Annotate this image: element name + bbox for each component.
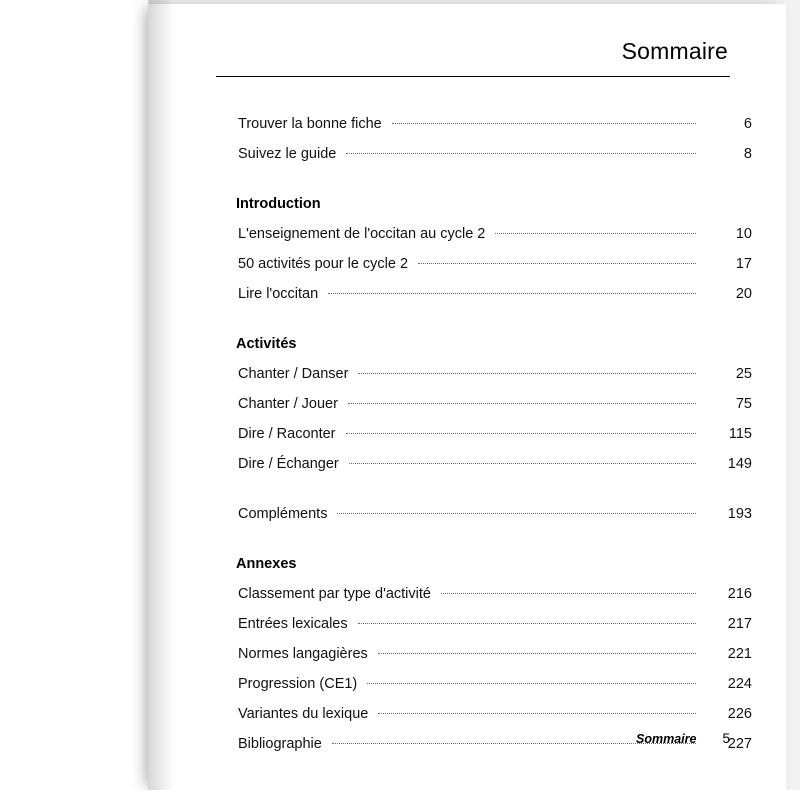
- toc-entry-label: Bibliographie: [238, 736, 322, 752]
- toc-entry[interactable]: [192, 146, 752, 176]
- toc-entry-page-number: 193: [727, 506, 752, 522]
- page-bottom-margin: [0, 790, 800, 800]
- toc-entry-label: Chanter / Danser: [238, 366, 349, 382]
- toc-entry-page-number: 115: [728, 426, 752, 442]
- toc-entry-label: Entrées lexicales: [238, 616, 348, 632]
- toc-entry[interactable]: [192, 116, 752, 146]
- toc-entry[interactable]: [192, 586, 752, 616]
- toc-entry-page-number: 221: [727, 646, 752, 662]
- toc-leader-dots: [337, 513, 696, 514]
- toc-leader-dots: [367, 683, 696, 684]
- page-title: Sommaire: [621, 38, 728, 64]
- toc-entry[interactable]: [192, 366, 752, 396]
- toc-entry-page-number: 226: [727, 706, 752, 722]
- toc-entry-label: Classement par type d'activité: [238, 586, 431, 602]
- toc-leader-dots: [378, 653, 696, 654]
- title-divider: [216, 76, 730, 77]
- toc-entry-page-number: 224: [727, 676, 752, 692]
- toc-entry-label: Dire / Échanger: [238, 456, 339, 472]
- toc-entry[interactable]: [192, 506, 752, 536]
- toc-section-heading: [192, 336, 752, 366]
- toc-spacer: [192, 486, 752, 506]
- toc-spacer: [192, 536, 752, 556]
- toc-entry[interactable]: [192, 286, 752, 316]
- toc-entry-label: Suivez le guide: [238, 146, 337, 162]
- toc-entry-page-number: 75: [735, 396, 752, 412]
- toc-entry-page-number: 17: [735, 256, 752, 272]
- toc-leader-dots: [358, 373, 696, 374]
- toc-leader-dots: [441, 593, 696, 594]
- toc-entry-label: Dire / Raconter: [238, 426, 336, 442]
- toc-entry-label: Trouver la bonne fiche: [238, 116, 382, 132]
- toc-entry-page-number: 227: [727, 736, 752, 752]
- toc-leader-dots: [349, 463, 696, 464]
- toc-entry-page-number: 217: [727, 616, 752, 632]
- page-content: [192, 4, 752, 790]
- toc-entry-label: Lire l'occitan: [238, 286, 319, 302]
- toc-entry[interactable]: [192, 226, 752, 256]
- toc-entry[interactable]: [192, 616, 752, 646]
- toc-section-heading: [192, 196, 752, 226]
- toc-leader-dots: [328, 293, 696, 294]
- toc-entry-label: Variantes du lexique: [238, 706, 369, 722]
- toc-entry-page-number: 149: [727, 456, 752, 472]
- toc-entry[interactable]: [192, 426, 752, 456]
- toc-section-heading-label: Annexes: [236, 556, 297, 572]
- toc-entry[interactable]: [192, 456, 752, 486]
- toc-leader-dots: [378, 713, 696, 714]
- page-footer: [636, 731, 730, 746]
- toc-leader-dots: [495, 233, 696, 234]
- toc-leader-dots: [346, 433, 696, 434]
- toc-entry-page-number: 10: [735, 226, 752, 242]
- toc-entry-label: 50 activités pour le cycle 2: [238, 256, 409, 272]
- toc-entry-page-number: 25: [735, 366, 752, 382]
- toc-leader-dots: [418, 263, 696, 264]
- book-page: [148, 4, 786, 790]
- toc-entry[interactable]: [192, 396, 752, 426]
- toc-entry-label: Progression (CE1): [238, 676, 358, 692]
- toc-section-heading: [192, 556, 752, 586]
- toc-spacer: [192, 316, 752, 336]
- toc-section-heading-label: Activités: [236, 336, 297, 352]
- toc-entry[interactable]: [192, 256, 752, 286]
- toc-entry[interactable]: [192, 646, 752, 676]
- footer-label: Sommaire: [636, 732, 697, 746]
- footer-page-number: 5: [722, 731, 730, 746]
- toc-entry-page-number: 6: [743, 116, 752, 132]
- table-of-contents: [192, 116, 752, 766]
- toc-spacer: [192, 176, 752, 196]
- toc-entry-page-number: 8: [743, 146, 752, 162]
- toc-leader-dots: [358, 623, 696, 624]
- page-left-margin: [0, 0, 150, 800]
- toc-leader-dots: [348, 403, 696, 404]
- toc-section-heading-label: Introduction: [236, 196, 321, 212]
- toc-entry-label: Compléments: [238, 506, 328, 522]
- toc-entry-label: Normes langagières: [238, 646, 368, 662]
- toc-entry-label: L'enseignement de l'occitan au cycle 2: [238, 226, 486, 242]
- toc-leader-dots: [346, 153, 696, 154]
- toc-entry-label: Chanter / Jouer: [238, 396, 338, 412]
- toc-leader-dots: [392, 123, 696, 124]
- toc-entry-page-number: 20: [735, 286, 752, 302]
- toc-entry-page-number: 216: [727, 586, 752, 602]
- toc-entry[interactable]: [192, 676, 752, 706]
